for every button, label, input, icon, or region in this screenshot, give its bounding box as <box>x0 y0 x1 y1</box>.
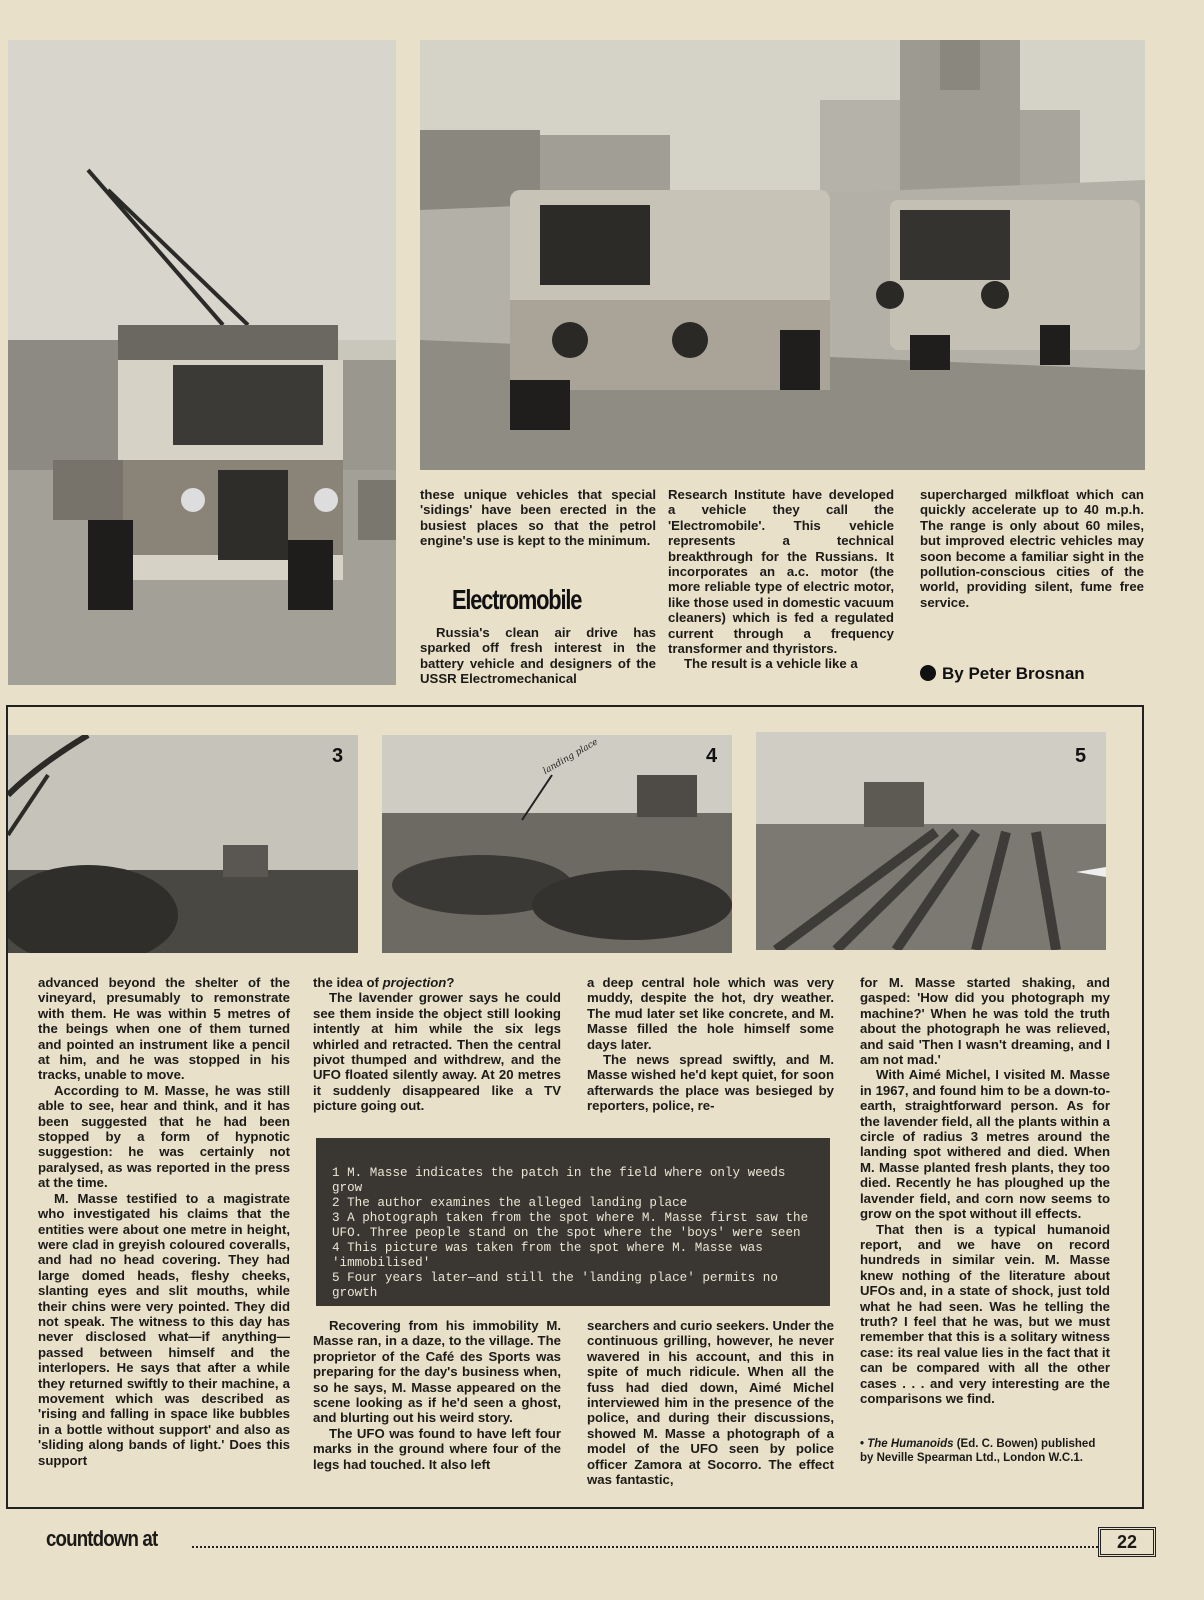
ufo-c1-mid: and also as <box>215 1421 290 1437</box>
photo-captions-box <box>316 1138 830 1306</box>
col2b-text: The result is a vehicle like a <box>684 656 858 672</box>
ufo-c1-p1: advanced beyond the shelter of the vineyard, presumably to remonstrate with them. He was within 5 metres of the beings when one of them turned and pointed an instrument like a pencil at him, and he was stopped in his tracks, unable to move. <box>38 975 290 1083</box>
ufo-quote-bands: 'sliding along bands of light.' <box>38 1437 225 1453</box>
ufo-bottom-col3 <box>587 1318 834 1487</box>
page-number: 22 <box>1098 1527 1156 1557</box>
photo-number-4: 4 <box>706 745 718 767</box>
ufo-col3 <box>587 975 834 1114</box>
col2a-text: Research Institute have developed a vehicle they call the 'Electromobile'. This vehicle represents a technical breakthrough for the Russians. It incorporates an a.c. motor (the more reliable type of electric motor, like those used in domestic vacuum cleaners) which is fed a regulated current through a frequency transformer and thyristors. <box>668 487 894 657</box>
footnote-title: The Humanoids <box>867 1438 954 1450</box>
ufo-c2-b: ? <box>446 975 455 990</box>
ufo-c4-p3: That then is a typical humanoid report, and we have on record hundreds in similar vein. M. Masse knew nothing of the literature about UFOs and, in a state of shock, just told what he had seen. Was he telling the truth? I feel that he was, but we must remember that this is a solitary witness case: its real value lies in the fact that it can be compared with all the other cases . . . and very interesting are the comparisons we find. <box>860 1221 1110 1406</box>
ufo-c1-p2: According to M. Masse, he was still able to see, hear and think, and it has been suggested that he had been stopped by a form of hypnotic suggestion: he was certainly not paralysed, as was reported in the press at the time. <box>38 1082 290 1191</box>
top-article-col1b <box>420 625 656 687</box>
ufo-c3-p1: a deep central hole which was very muddy, despite the hot, dry weather. The mud later set like concrete, and M. Masse filled the hole himself some days later. <box>587 975 834 1052</box>
ufo-c2-p2: The lavender grower says he could see them inside the object still looking intently at him while the six legs whirled and retracted. Then the central pivot thumped and withdrew, and the UFO floated silently away. At 20 metres it suddenly disappeared like a TV picture going out. <box>313 990 561 1114</box>
byline-text: By Peter Brosnan <box>942 664 1085 683</box>
byline <box>920 664 1085 684</box>
caption-4: 4 This picture was taken from the spot where M. Masse was 'immobilised' <box>332 1241 763 1270</box>
ufo-c4-p2: With Aimé Michel, I visited M. Masse in 1967, and found him to be a down-to-earth, straightforward person. As for the lavender field, all the plants within a circle of radius 3 metres around the landing spot withered and died. When M. Masse planted fresh plants, they too died. Recently he has ploughed up the lavender field, and corn now seems to grow on the spot without ill effects. <box>860 1067 1110 1222</box>
ufo-b2-p2: The UFO was found to have left four marks in the ground where four of the legs had touched. It also left <box>313 1425 561 1472</box>
ufo-b2-p1: Recovering from his immobility M. Masse ran, in a daze, to the village. The proprietor of the Café des Sports was preparing for the day's business when, so he says, M. Masse appeared on the scene looking as if he'd seen a ghost, and blurting out his weird story. <box>313 1318 561 1426</box>
ufo-c4-p1: for M. Masse started shaking, and gasped: 'How did you photograph my machine?' When he was told the truth about the photograph he was relieved, and said 'Then I wasn't dreaming, and I am not mad.' <box>860 975 1110 1068</box>
electromobile-vans-photo <box>420 40 1145 470</box>
trolley-truck-photo <box>8 40 396 685</box>
top-article-col3 <box>920 487 1144 610</box>
top-article-col2 <box>668 487 894 672</box>
caption-2: 2 The author examines the alleged landing place <box>332 1196 688 1210</box>
ufo-b3-p1: searchers and curio seekers. Under the continuous grilling, however, he never wavered in his account, and this in spite of much ridicule. When all the fuss had died down, Aimé Michel interviewed him in the presence of the police, and during their discussions, showed M. Masse a photograph of a model of the UFO seen by police officer Zamora at Socorro. The effect was fantastic, <box>587 1318 835 1488</box>
ufo-c1-p3-text: M. Masse testified to a magistrate who investigated his claims that the entities were about one metre in height, were clad in greyish coloured coveralls, and had no head covering. They had large domed heads, fleshy cheeks, slanting eyes and slit mouths, while their chins were very pointed. They did not speak. The witness to this day has never disclosed what—if anything—passed between himself and the interlopers. He says that after a while they returned swiftly to their machine, a movement which was described as <box>38 1190 290 1406</box>
ufo-quote-bubbles: 'rising and falling in space like bubbles in a bottle without support' <box>38 1406 290 1437</box>
caption-3: 3 A photograph taken from the spot where M. Masse first saw the UFO. Three people stand on the spot where the 'boys' were seen <box>332 1211 809 1240</box>
ufo-c2-p1 <box>313 975 561 990</box>
ufo-c3-p2: The news spread swiftly, and M. Masse wished he'd kept quiet, for soon afterwards the place was besieged by reporters, police, re- <box>587 1052 834 1114</box>
footer-brand: countdown at <box>46 1526 158 1551</box>
caption-1: 1 M. Masse indicates the patch in the field where only weeds grow <box>332 1166 786 1195</box>
footer-dotted-rule <box>192 1546 1098 1548</box>
landing-place-annotation: landing place <box>541 737 600 777</box>
caption-5: 5 Four years later—and still the 'landing place' permits no growth <box>332 1271 778 1300</box>
ufo-c2-em: projection <box>382 975 447 990</box>
electromobile-heading: Electromobile <box>452 584 582 615</box>
col3-text: supercharged milkfloat which can quickly accelerate up to 40 m.p.h. The range is only about 60 miles, but improved electric vehicles may soon become a familiar sight in the pollution-conscious cities of the world, providing silent, fume free service. <box>920 487 1144 610</box>
ufo-c1-end: Does this support <box>38 1437 290 1468</box>
ufo-col1 <box>38 975 290 1468</box>
ufo-c2-a: the idea of <box>313 975 379 990</box>
footnote: • The Humanoids (Ed. C. Bowen) published by Neville Spearman Ltd., London W.C.1. <box>860 1438 1096 1464</box>
col1b-text: Russia's clean air drive has sparked off fresh interest in the battery vehicle and designers of the USSR Electromechanical <box>420 625 656 687</box>
top-article-col1 <box>420 487 656 549</box>
footnote-rest: (Ed. C. Bowen) published by Neville Spearman Ltd., London W.C.1. <box>860 1438 1096 1464</box>
col1-text: these unique vehicles that special 'sidings' have been erected in the busiest places so that the petrol engine's use is kept to the minimum. <box>420 487 656 549</box>
ufo-col4 <box>860 975 1110 1406</box>
bullet-icon <box>920 665 936 681</box>
photo-5 <box>756 732 1106 950</box>
ufo-bottom-col2 <box>313 1318 561 1472</box>
photo-3 <box>8 735 358 953</box>
photo-number-5: 5 <box>1075 745 1087 767</box>
ufo-c1-p3 <box>38 1191 290 1468</box>
ufo-col2 <box>313 975 561 1114</box>
photo-number-3: 3 <box>332 745 344 767</box>
